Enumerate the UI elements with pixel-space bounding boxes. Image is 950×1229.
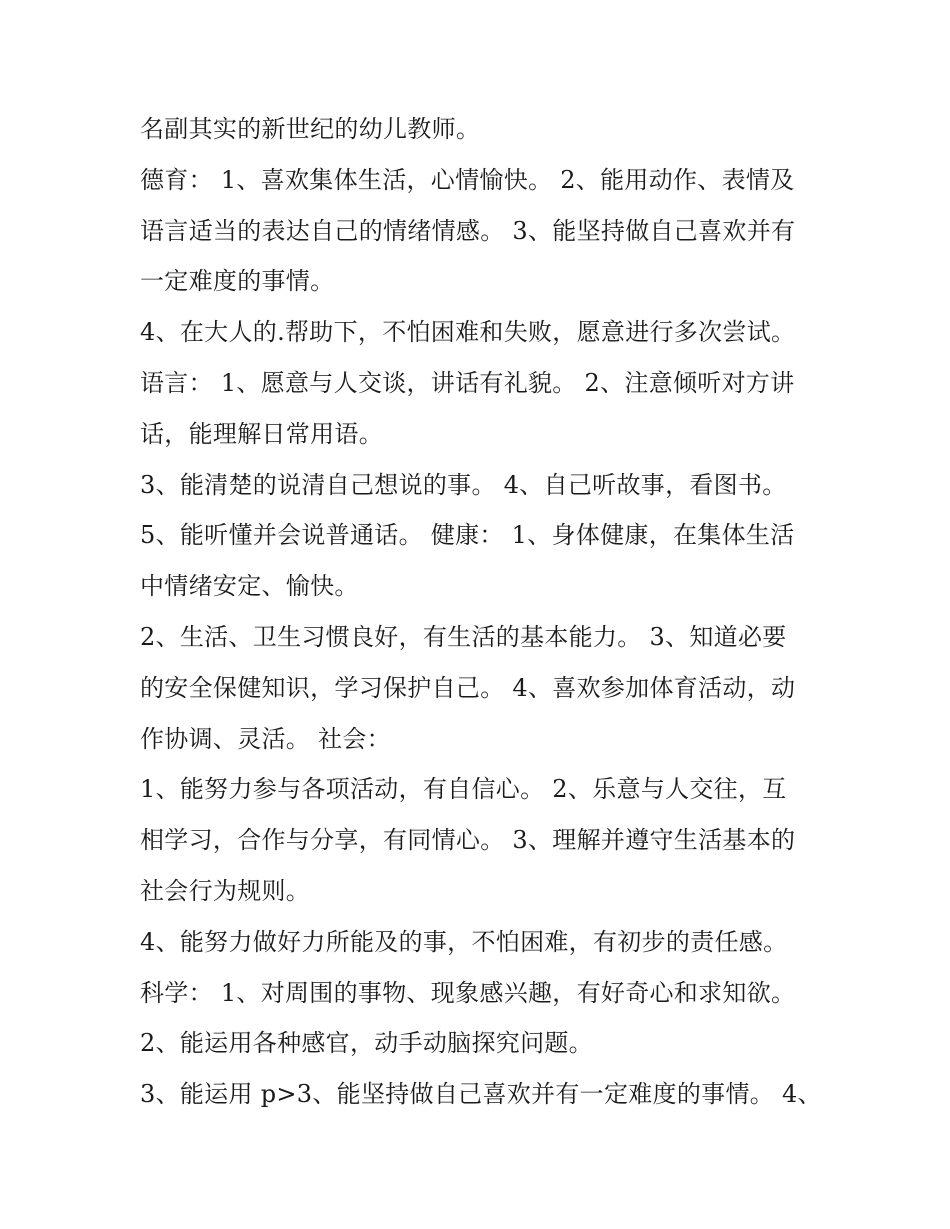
text-line: 2、能运用各种感官，动手动脑探究问题。	[140, 1029, 593, 1058]
text-line: 3、能运用 p>3、能坚持做自己喜欢并有一定难度的事情。 4、	[140, 1080, 822, 1109]
text-line: 一定难度的事情。	[140, 267, 335, 296]
text-line: 5、能听懂并会说普通话。 健康： 1、身体健康，在集体生活	[140, 521, 795, 550]
text-line: 科学： 1、对周围的事物、现象感兴趣，有好奇心和求知欲。	[140, 978, 796, 1007]
document-body	[140, 104, 820, 1120]
text-line: 1、能努力参与各项活动，有自信心。 2、乐意与人交往，互	[140, 775, 787, 804]
text-line: 名副其实的新世纪的幼儿教师。	[140, 115, 481, 143]
text-line: 3、能清楚的说清自己想说的事。 4、自己听故事，看图书。	[140, 470, 787, 499]
text-line: 相学习，合作与分享，有同情心。 3、理解并遵守生活基本的	[140, 826, 796, 855]
text-line: 2、生活、卫生习惯良好，有生活的基本能力。 3、知道必要	[140, 622, 787, 651]
text-line: 4、能努力做好力所能及的事，不怕困难，有初步的责任感。	[140, 927, 788, 956]
text-line: 作协调、灵活。 社会：	[140, 724, 391, 753]
text-line: 语言适当的表达自己的情绪情感。 3、能坚持做自己喜欢并有	[140, 216, 796, 245]
text-line: 中情绪安定、愉快。	[140, 572, 359, 601]
text-line: 德育： 1、喜欢集体生活，心情愉快。 2、能用动作、表情及	[140, 165, 795, 194]
text-line: 语言： 1、愿意与人交谈，讲话有礼貌。 2、注意倾听对方讲	[140, 368, 795, 397]
text-line: 的安全保健知识，学习保护自己。 4、喜欢参加体育活动，动	[140, 673, 796, 702]
text-line: 4、在大人的.帮助下，不怕困难和失败，愿意进行多次尝试。	[140, 318, 796, 347]
text-line: 话，能理解日常用语。	[140, 419, 383, 448]
text-line: 社会行为规则。	[140, 876, 311, 905]
